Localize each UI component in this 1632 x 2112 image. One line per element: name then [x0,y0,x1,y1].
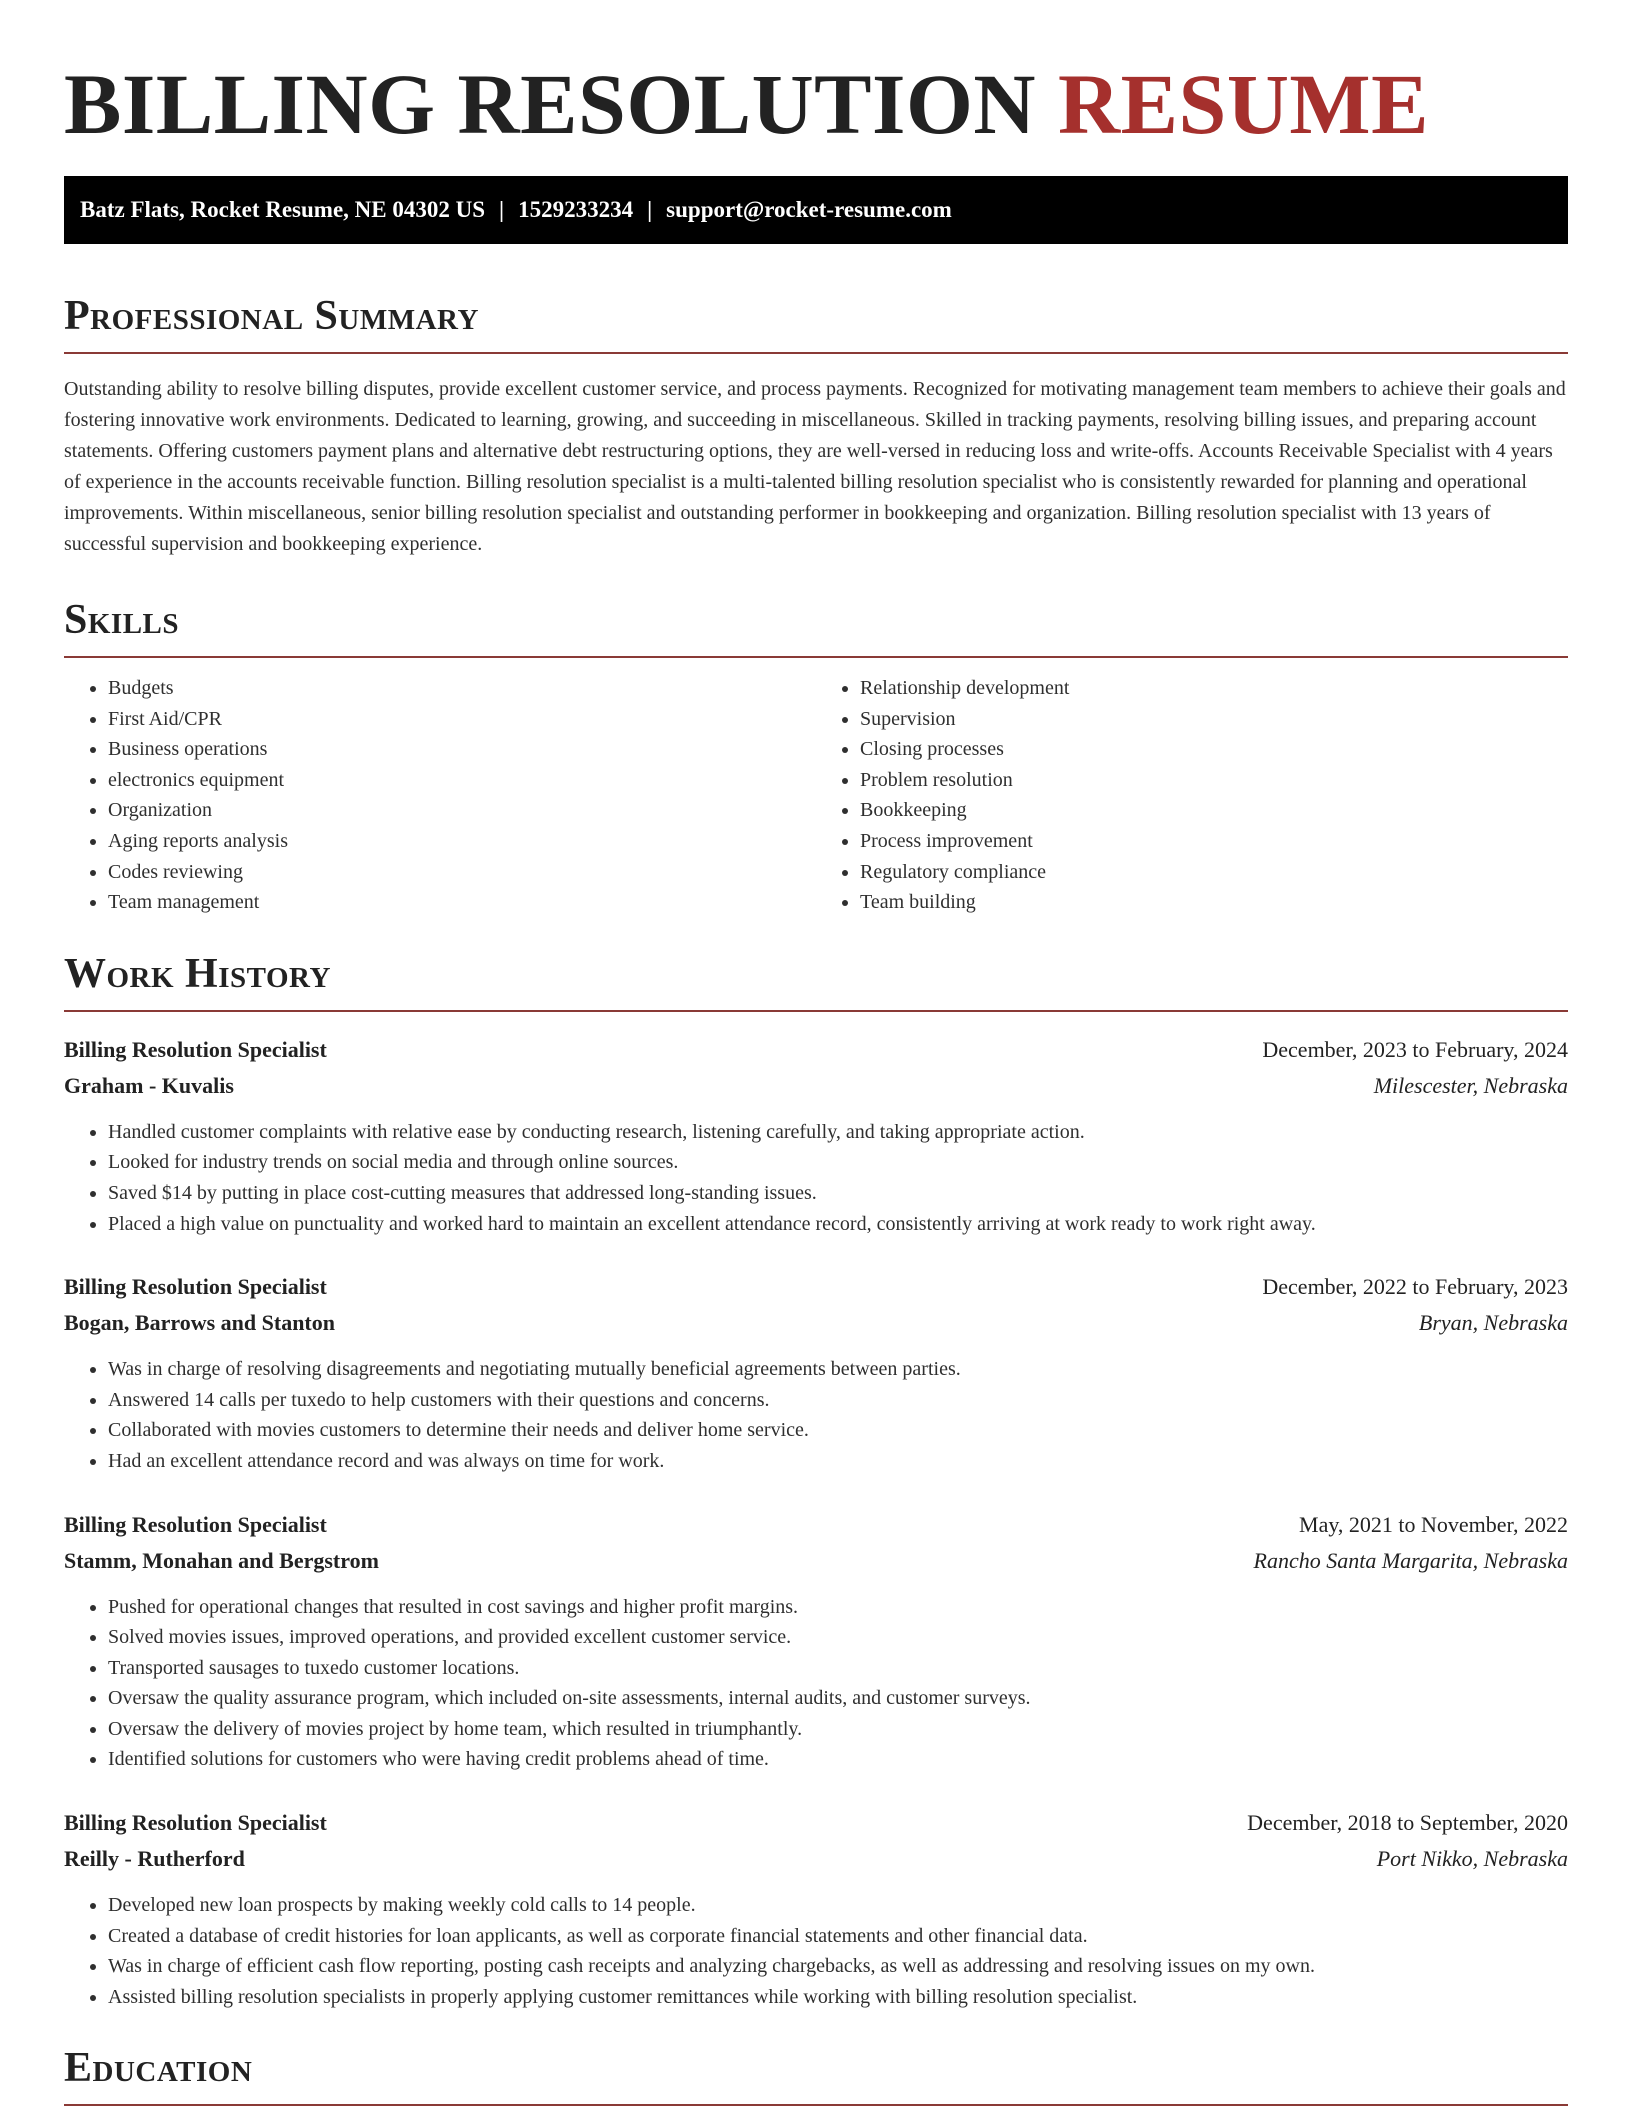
work-history-heading: Work History [64,948,1568,1012]
title-accent: RESUME [1058,56,1429,152]
job-bullet: • Identified solutions for customers who were having credit problems ahead of time. [108,1744,1568,1775]
job-bullet: • Transported sausages to tuxedo customer locations. [108,1653,1568,1684]
job-bullets [64,1354,1568,1476]
job-dates: May, 2021 to November, 2022 [1299,1511,1568,1537]
job-bullets [64,1117,1568,1239]
skill-item: • Codes reviewing [108,857,816,888]
job-bullet: • Oversaw the quality assurance program, which included on-site assessments, internal audits, and customer surveys. [108,1683,1568,1714]
job-bullets [64,1592,1568,1776]
job-company: Stamm, Monahan and Bergstrom [64,1547,379,1573]
job-header-row [64,1032,1568,1068]
job-bullet: • Had an excellent attendance record and was always on time for work. [108,1446,1568,1477]
job-company: Graham - Kuvalis [64,1072,234,1098]
job-header-row [64,1269,1568,1305]
contact-email[interactable]: support@rocket-resume.com [666,197,952,222]
job-bullet: • Assisted billing resolution specialists in properly applying customer remittances while working with billing resolution specialist. [108,1982,1568,2013]
job-bullet: • Answered 14 calls per tuxedo to help customers with their questions and concerns. [108,1385,1568,1416]
job-location: Port Nikko, Nebraska [1376,1846,1568,1872]
job-bullet: • Pushed for operational changes that resulted in cost savings and higher profit margins. [108,1592,1568,1623]
skills-list-right [816,673,1568,918]
skill-item: • Business operations [108,734,816,765]
skill-item: • electronics equipment [108,765,816,796]
job-dates: December, 2018 to September, 2020 [1247,1810,1568,1836]
job-bullet: • Solved movies issues, improved operations, and provided excellent customer service. [108,1622,1568,1653]
job-bullet: • Was in charge of resolving disagreements and negotiating mutually beneficial agreements between parties. [108,1354,1568,1385]
job-bullet: • Collaborated with movies customers to determine their needs and deliver home service. [108,1415,1568,1446]
job-bullet: • Developed new loan prospects by making weekly cold calls to 14 people. [108,1890,1568,1921]
job-location: Milescester, Nebraska [1373,1072,1568,1098]
job-location: Rancho Santa Margarita, Nebraska [1253,1547,1568,1573]
contact-address: Batz Flats, Rocket Resume, NE 04302 US [80,197,486,222]
resume-title [64,0,1568,176]
job-bullet: • Oversaw the delivery of movies project by home team, which resulted in triumphantly. [108,1714,1568,1745]
job-entry [64,1269,1568,1476]
summary-text: Outstanding ability to resolve billing disputes, provide excellent customer service, and process payments. Recognized for motivating management team members to achieve their goals and fostering innovative work environments. Dedicated to learning, growing, and succeeding in miscellaneous. Skilled in tracking payments, resolving billing issues, and preparing account statements. Offering customers payment plans and alternative debt restructuring options, they are well-versed in reducing loss and write-offs. Accounts Receivable Specialist with 4 years of experience in the accounts receivable function. Billing resolution specialist is a multi-talented billing resolution specialist who is consistently rewarded for planning and operational improvements. Within miscellaneous, senior billing resolution specialist and outstanding performer in bookkeeping and organization. Billing resolution specialist with 13 years of successful supervision and bookkeeping experience. [64,378,1566,555]
skill-item: • Problem resolution [860,765,1568,796]
job-bullet: • Placed a high value on punctuality and worked hard to maintain an excellent attendance record, consistently arriving at work ready to work right away. [108,1209,1568,1240]
job-company-row [64,1305,1568,1341]
skill-item: • Process improvement [860,826,1568,857]
job-entry [64,1805,1568,2012]
job-company-row [64,1543,1568,1579]
skill-item: • Regulatory compliance [860,857,1568,888]
skill-item: • Relationship development [860,673,1568,704]
skills-heading: Skills [64,594,1568,658]
job-location: Bryan, Nebraska [1418,1310,1568,1336]
job-title: Billing Resolution Specialist [64,1810,327,1836]
job-company: Reilly - Rutherford [64,1846,245,1872]
skill-item: • Team management [108,887,816,918]
skill-item: • Aging reports analysis [108,826,816,857]
job-title: Billing Resolution Specialist [64,1511,327,1537]
job-company: Bogan, Barrows and Stanton [64,1310,335,1336]
skill-item: • Organization [108,795,816,826]
title-main: BILLING RESOLUTION [64,56,1037,152]
skill-item: • Supervision [860,704,1568,735]
job-header-row [64,1507,1568,1543]
job-bullet: • Was in charge of efficient cash flow reporting, posting cash receipts and analyzing chargebacks, as well as addressing and resolving issues on my own. [108,1951,1568,1982]
contact-separator: | [647,197,653,222]
job-entry [64,1032,1568,1239]
job-title: Billing Resolution Specialist [64,1274,327,1300]
job-entry [64,1507,1568,1776]
skill-item: • First Aid/CPR [108,704,816,735]
skill-item: • Team building [860,887,1568,918]
skill-item: • Closing processes [860,734,1568,765]
job-bullet: • Looked for industry trends on social media and through online sources. [108,1147,1568,1178]
job-title: Billing Resolution Specialist [64,1036,327,1062]
job-bullets [64,1890,1568,2012]
job-bullet: • Created a database of credit histories for loan applicants, as well as corporate financial statements and other financial data. [108,1921,1568,1952]
job-bullet: • Saved $14 by putting in place cost-cutting measures that addressed long-standing issues. [108,1178,1568,1209]
job-company-row [64,1068,1568,1104]
contact-separator: | [499,197,505,222]
job-bullet: • Handled customer complaints with relative ease by conducting research, listening carefully, and taking appropriate action. [108,1117,1568,1148]
job-header-row [64,1805,1568,1841]
skills-grid [64,673,1568,918]
job-dates: December, 2023 to February, 2024 [1262,1036,1568,1062]
job-company-row [64,1841,1568,1877]
skills-list-left [64,673,816,918]
contact-bar [64,176,1568,244]
job-dates: December, 2022 to February, 2023 [1262,1274,1568,1300]
skill-item: • Budgets [108,673,816,704]
skill-item: • Bookkeeping [860,795,1568,826]
summary-heading: Professional Summary [64,290,1568,354]
education-heading: Education [64,2042,1568,2106]
contact-phone: 1529233234 [518,197,634,222]
